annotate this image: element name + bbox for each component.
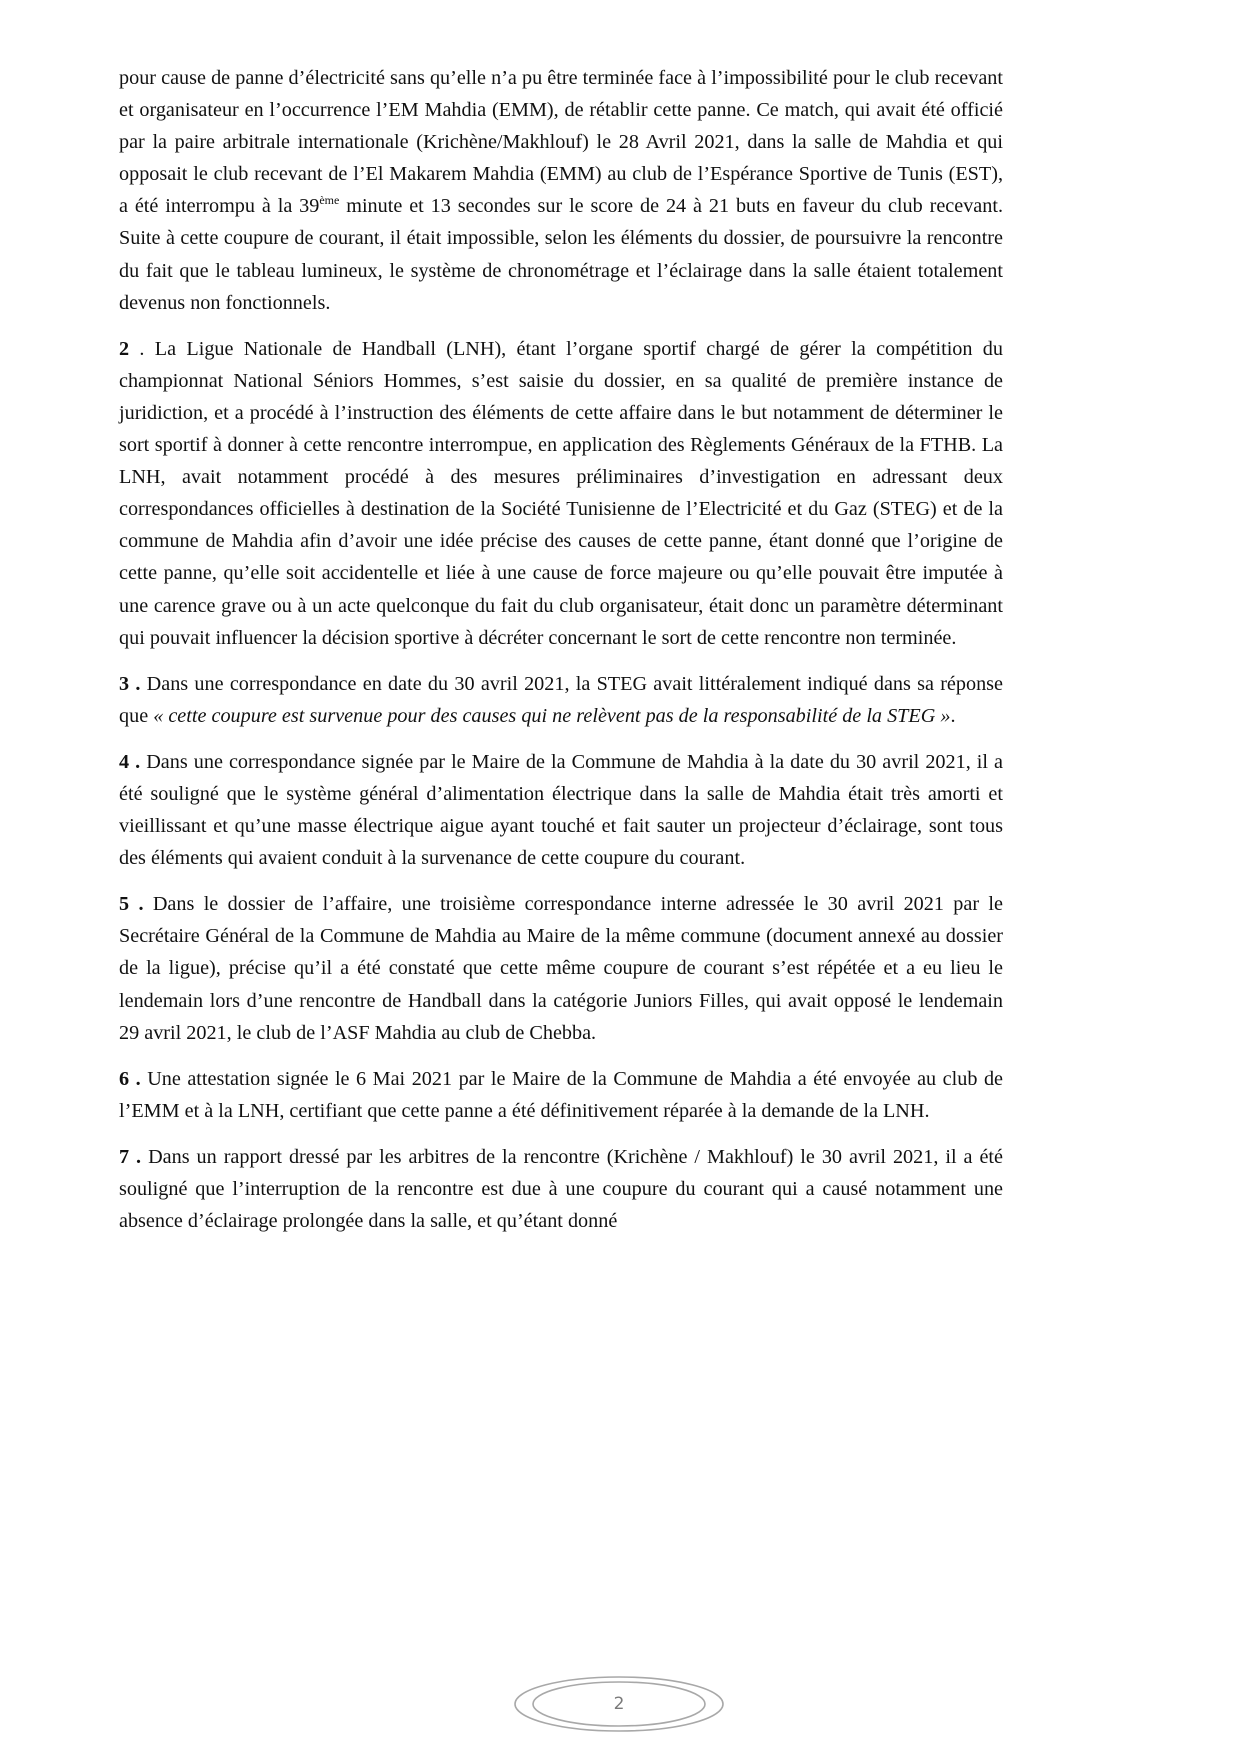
paragraph-text: minute et 13 secondes sur le score de 24 à 21 buts en faveur du club recevant. Suite à cette coupure de courant, il était impossible, selon les éléments du dossier, de poursuivre la rencontre du fait que le tableau lumineux, le système de chronométrage et l’éclairage dans la salle étaient totalement devenus non fonctionnels. xyxy=(119,195,1004,314)
paragraph-number: 7 . xyxy=(119,1145,142,1168)
paragraph-text: . La Ligue Nationale de Handball (LNH), étant l’organe sportif chargé de gérer la compétition du championnat National Séniors Hommes, s’est saisie du dossier, en sa qualité de première instance de juridiction, et a procédé à l’instruction des éléments de cette affaire dans le but notamment de déterminer le sort sportif à donner à cette rencontre interrompue, en application des Règlements Généraux de la FTHB. La LNH, avait notamment procédé à des mesures préliminaires d’investigation en adressant deux correspondances officielles à destination de la Société Tunisienne de l’Electricité et du Gaz (STEG) et de la commune de Mahdia afin d’avoir une idée précise des causes de cette panne, étant donné que l’origine de cette panne, qu’elle soit accidentelle et liée à une cause de force majeure ou qu’elle pouvait être imputée à une carence grave ou à un acte quelconque du fait du club organisateur, était donc un paramètre déterminant qui pouvait influencer la décision sportive à décréter concernant le sort de cette rencontre non terminée. xyxy=(119,337,1003,649)
superscript-ordinal: ème xyxy=(319,193,340,208)
paragraph-1 xyxy=(119,62,1003,319)
paragraph-text: Une attestation signée le 6 Mai 2021 par le Maire de la Commune de Mahdia a été envoyée au club de l’EMM et à la LNH, certifiant que cette panne a été définitivement réparée à la demande de la LNH. xyxy=(119,1067,1004,1122)
paragraph-5 xyxy=(119,888,1003,1048)
paragraph-text: Dans une correspondance en date du 30 avril 2021, la STEG avait littéralement indiqué dans sa réponse que xyxy=(119,672,1003,727)
paragraph-7 xyxy=(119,1141,1003,1237)
paragraph-text: Dans un rapport dressé par les arbitres de la rencontre (Krichène / Makhlouf) le 30 avril 2021, il a été souligné que l’interruption de la rencontre est due à une coupure du courant qui a causé notamment une absence d’éclairage prolongée dans la salle, et qu’étant donné xyxy=(119,1145,1003,1233)
paragraph-4 xyxy=(119,746,1003,874)
paragraph-text: Dans une correspondance signée par le Maire de la Commune de Mahdia à la date du 30 avril 2021, il a été souligné que le système général d’alimentation électrique dans la salle de Mahdia était très amorti et vieillissant et qu’une masse électrique aigue ayant touché et fait sauter un projecteur d’éclairage, sont tous des éléments qui avaient conduit à la survenance de cette coupure du courant. xyxy=(119,750,1004,870)
paragraph-number: 6 . xyxy=(119,1067,141,1090)
paragraph-2 xyxy=(119,333,1003,654)
paragraph-text: Dans le dossier de l’affaire, une troisième correspondance interne adressée le 30 avril 2021 par le Secrétaire Général de la Commune de Mahdia au Maire de la même commune (document annexé au dossier de la ligue), précise qu’il a été constaté que cette même coupure de courant s’est répétée et a eu lieu le lendemain lors d’une rencontre de Handball dans la catégorie Juniors Filles, qui avait opposé le lendemain 29 avril 2021, le club de l’ASF Mahdia au club de Chebba. xyxy=(119,893,1004,1044)
paragraph-number: 2 xyxy=(119,337,130,360)
document-page xyxy=(119,62,1003,1251)
paragraph-text: pour cause de panne d’électricité sans qu’elle n’a pu être terminée face à l’impossibilité pour le club recevant et organisateur en l’occurrence l’EM Mahdia (EMM), de rétablir cette panne. Ce match, qui avait été officié par la paire arbitrale internationale (Krichène/Makhlouf) le 28 Avril 2021, dans la salle de Mahdia et qui opposait le club recevant de l’El Makarem Mahdia (EMM) au club de l’Espérance Sportive de Tunis (EST), a été interrompu à la 39 xyxy=(119,67,1003,218)
paragraph-number: 3 . xyxy=(119,672,141,695)
paragraph-3 xyxy=(119,668,1003,732)
paragraph-6 xyxy=(119,1063,1003,1127)
page-footer xyxy=(513,1675,725,1733)
paragraph-number: 5 . xyxy=(119,893,144,916)
page-number: 2 xyxy=(613,1694,625,1714)
paragraph-number: 4 . xyxy=(119,750,141,773)
italic-quote: « cette coupure est survenue pour des causes qui ne relèvent pas de la responsabilité de la STEG » xyxy=(153,704,951,727)
paragraph-text: . xyxy=(950,704,956,727)
